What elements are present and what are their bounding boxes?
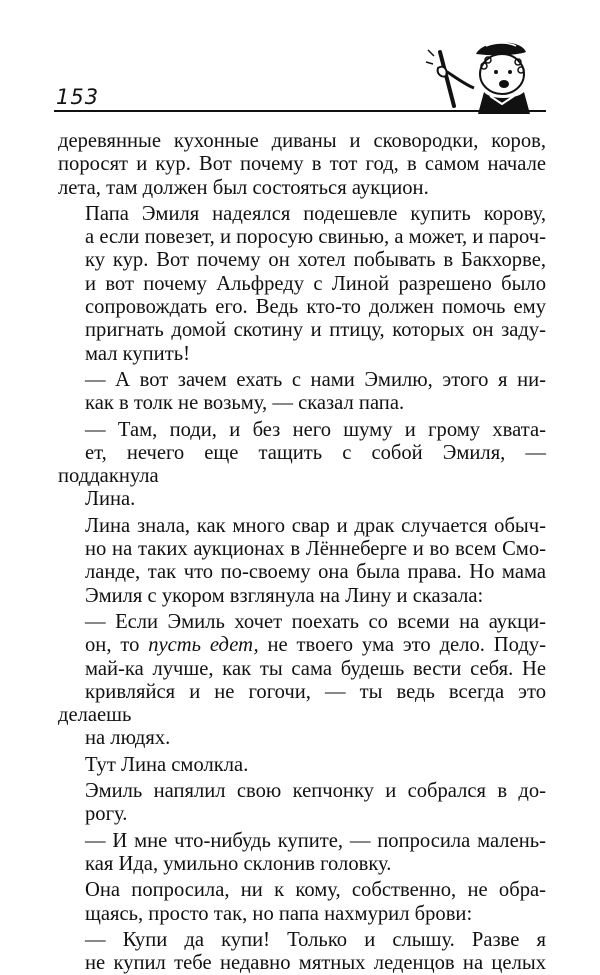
text-line: кая Ида, умильно склонив головку. [85,852,392,875]
text-line: — И мне что-нибудь купите, — попросила малень- [85,829,546,852]
emphasized-phrase: пусть едет, [148,634,259,657]
text-line: — Купи да купи! Только и слышу. Разве я [85,928,546,951]
paragraph [58,780,546,827]
text-line: Папа Эмиля надеялся подешевле купить корову, [85,202,546,225]
text-fragment: он, то [85,634,149,657]
text-line: Эмиля с укором взглянула на Лину и сказала: [85,584,484,607]
text-line: деревянные кухонные диваны и сковородки, коров, [58,130,546,152]
text-line: не купил тебе недавно мятных леденцов на целых [85,952,546,975]
text-line: — А вот зачем ехать с нами Эмилю, этого я ни- [85,368,546,391]
text-line: ет, нечего еще тащить с собой Эмиля, — поддакнула [58,441,546,488]
text-line: сопровождать его. Ведь кто-то должен помочь ему [85,296,546,319]
text-line: рогу. [85,803,128,826]
text-line: Лина. [85,488,136,511]
text-fragment: не твоего ума это дело. Поду- [258,634,546,657]
text-line: Эмиль напялил свою кепчонку и собрался в до- [85,780,546,803]
paragraph [58,611,546,751]
text-line: Лина знала, как много свар и драк случается обыч- [85,514,546,537]
text-line: Тут Лина смолкла. [85,753,249,776]
paragraph [58,419,546,512]
text-line: — Там, поди, и без него шуму и грому хвата- [85,418,546,441]
paragraph [58,130,546,200]
text-line: а если повезет, и поросую свинью, а может, и пароч- [85,226,546,249]
text-line: и вот почему Альфреду с Линой разрешено было [85,272,546,295]
paragraph [58,830,546,877]
text-line: на людях. [85,727,171,750]
text-line: — Если Эмиль хочет поехать со всеми на аукци- [85,610,546,633]
text-line: ку кур. Вот почему он хотел побывать в Бакхорве, [85,249,546,272]
paragraph [58,369,546,416]
paragraph [58,515,546,608]
text-line: Она попросила, ни к кому, собственно, не обра- [85,879,546,902]
body-text [58,130,546,975]
text-line: кривляйся и не гогочи, — ты ведь всегда это делаешь [58,680,546,727]
text-line-with-emphasis [58,634,546,657]
text-line: ланде, так что по-своему она была права. Но мама [85,561,546,584]
paragraph [58,203,546,366]
text-line: май-ка лучше, как ты сама будешь вести себя. Не [85,657,546,680]
text-line: поросят и кур. Вот почему в тот год, в самом начале [58,153,546,176]
text-line: но на таких аукционах в Лённеберге и во всем Смо- [85,538,546,561]
text-line: пригнать домой скотину и птицу, которых он заду- [85,319,546,342]
text-line: щаясь, просто так, но папа нахмурил брови: [85,902,473,925]
text-line: как в толк не возьму, — сказал папа. [85,392,405,415]
paragraph [58,754,546,777]
page-number: 153 [56,85,100,109]
text-line: лета, там должен был состояться аукцион. [58,176,429,199]
paragraph [58,929,546,975]
paragraph [58,879,546,926]
text-line: мал купить! [85,342,190,365]
page-header [54,40,546,120]
boy-with-stick-illustration [424,40,542,114]
